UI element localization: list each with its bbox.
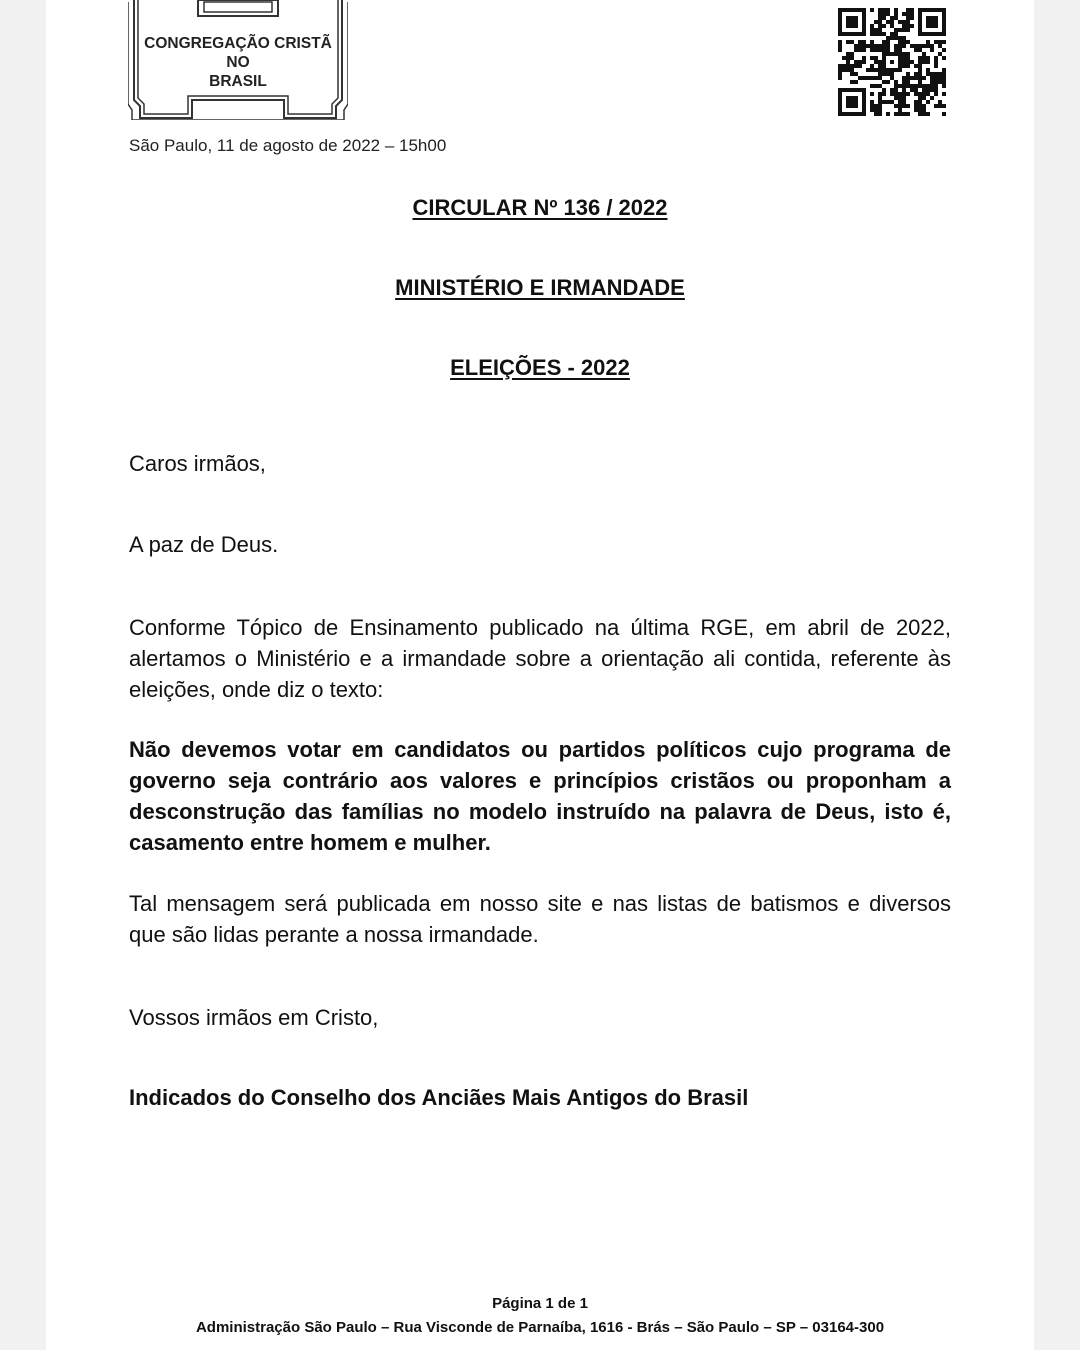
greeting: Caros irmãos, [129,451,266,476]
signature-line: Indicados do Conselho dos Anciães Mais Antigos do Brasil [129,1085,749,1110]
date-line: São Paulo, 11 de agosto de 2022 – 15h00 [129,136,447,155]
ccb-logo [128,0,348,120]
ministry-title: MINISTÉRIO E IRMANDADE [395,275,685,300]
qr-code-icon [838,8,946,116]
logo-line-1: CONGREGAÇÃO CRISTÃ [144,35,332,52]
logo-text [128,34,348,91]
logo-line-2: NO [226,54,250,71]
page-number: Página 1 de 1 [492,1295,588,1312]
quote-paragraph: Não devemos votar em candidatos ou partidos políticos cujo programa de governo seja contrário aos valores e princípios cristãos ou proponham a desconstrução das famílias no modelo instruído na palavra de Deus, isto é, casamento entre homem e mulher. [129,737,951,855]
intro-paragraph: Conforme Tópico de Ensinamento publicado na última RGE, em abril de 2022, alertamos o Ministério e a irmandade sobre a orientação ali contida, referente às eleições, onde diz o texto: [129,615,951,702]
closing-line: Vossos irmãos em Cristo, [129,1005,379,1030]
elections-title: ELEIÇÕES - 2022 [450,355,630,380]
publication-paragraph: Tal mensagem será publicada em nosso site e nas listas de batismos e diversos que são lidas perante a nossa irmandade. [129,891,951,947]
logo-line-3: BRASIL [209,73,267,90]
peace-greeting: A paz de Deus. [129,532,279,557]
footer-address: Administração São Paulo – Rua Visconde de Parnaíba, 1616 - Brás – São Paulo – SP – 03164-300 [195,1319,885,1336]
circular-title: CIRCULAR Nº 136 / 2022 [412,195,668,220]
